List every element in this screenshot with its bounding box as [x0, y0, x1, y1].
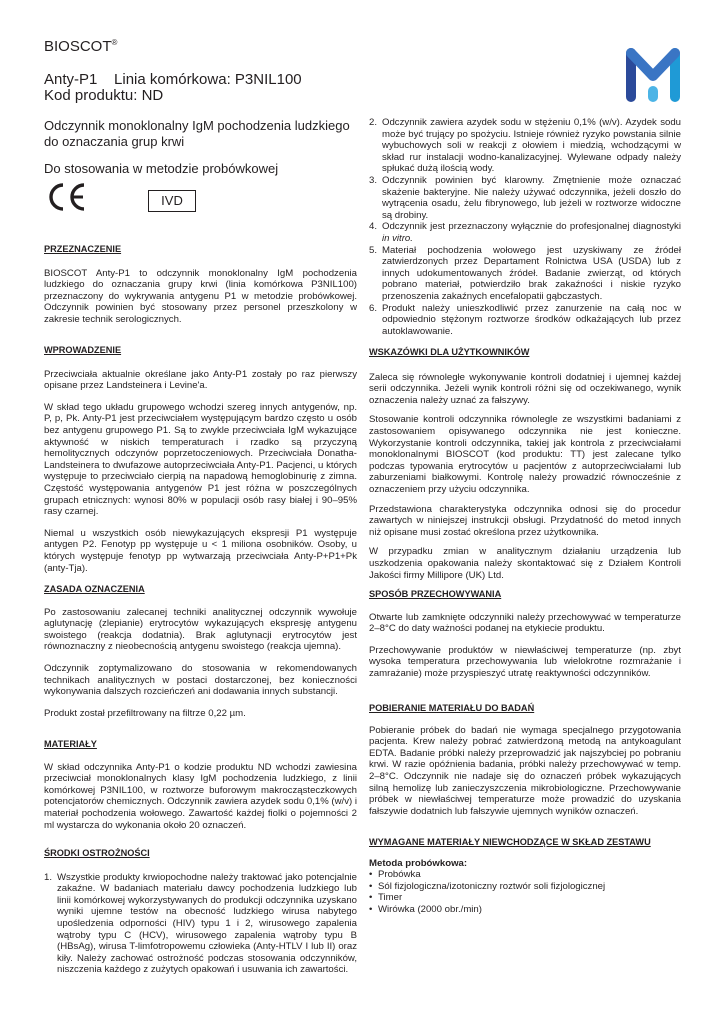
product-line: Anty-P1 Linia komórkowa: P3NIL100 [44, 71, 302, 88]
section-srodki-continued [369, 117, 681, 337]
paragraph: W skład tego układu grupowego wchodzi szereg innych antygenów, np. P, p, Pk. Anty-P1 jest przeciwciałem występującym bardzo często u osób bez antygenu grupowego P1. Są to zwykle przeciwciała IgM wykazujące aktywność w niskich temperaturach i rzadko są przyczyną hemolitycznych odczynów poprzetoczeniowych. Przeciwciała Donatha-Landsteinera to dwufazowe autoprzeciwciała Anty-P1. Pacjenci, u których występuje to przeciwciało cierpią na napadową hemoglobinurię z zimna. Częstość występowania antygenów P1 jest różna w poszczególnych grupach etnicznych: wynosi 80% w populacji osób rasy białej i 90–95% rasy czarnej. [44, 401, 357, 518]
subheading: Metoda probówkowa: [369, 857, 468, 869]
paragraph: Przedstawiona charakterystyka odczynnika odnosi się do procedur zawartych w niniejszej instrukcji obsługi. Przydatność do metod innych niż opisane musi zostać określona przez użytkownika. [369, 503, 681, 538]
product-description-1: Odczynnik monoklonalny IgM pochodzenia ludzkiego [44, 118, 350, 133]
section-przechowywanie [369, 589, 681, 680]
section-heading: WSKAZÓWKI DLA UŻYTKOWNIKÓW [369, 347, 530, 357]
ivd-badge: IVD [148, 190, 196, 212]
section-srodki-ostroznosci [44, 848, 357, 976]
paragraph: Przechowywanie produktów w niewłaściwej temperaturze (np. zbyt wysoka temperatura przechowywania lub wielokrotne rozmrażanie i zamrażanie) może przyspieszyć utratę reaktywności odczynników. [369, 644, 681, 679]
product-code: Kod produktu: ND [44, 87, 164, 104]
method-label: Do stosowania w metodzie probówkowej [44, 161, 279, 176]
paragraph: Stosowanie kontroli odczynnika równolegle ze wszystkimi badaniami z zastosowaniem opisywanego odczynnika nie jest konieczne. Wykorzystanie kontroli odczynnika, takiej jak kontrola z przeciwciałami monoklonalnymi BIOSCOT (kod produktu: TT) jest zalecane tylko podczas typowania erytrocytów u pacjentów z autoprzeciwciałami lub zaburzeniami białkowymi. Kontrolę należy prowadzić równocześnie z oznaczeniem przy użyciu odczynnika. [369, 414, 681, 495]
paragraph: Zaleca się równoległe wykonywanie kontroli dodatniej i ujemnej każdej serii odczynnika. Jeżeli wynik kontroli różni się od oczekiwanego, wynik oznaczenia należy uznać za fałszywy. [369, 371, 681, 406]
section-wprowadzenie [44, 345, 357, 574]
paragraph: Po zastosowaniu zalecanej techniki analitycznej odczynnik wywołuje aglutynację (zlepianie) erytrocytów wykazujących ekspresję antygenu swoistego (reakcja dodatnia). Brak aglutynacji erytrocytów jest równoznaczny z nieobecnością antygenu swoistego (reakcja ujemna). [44, 606, 357, 653]
section-przeznaczenie [44, 244, 357, 326]
section-heading: WYMAGANE MATERIAŁY NIEWCHODZĄCE W SKŁAD ZESTAWU [369, 837, 651, 847]
section-heading: POBIERANIE MATERIAŁU DO BADAŃ [369, 703, 535, 713]
product-description-2: do oznaczania grup krwi [44, 134, 185, 149]
list-item: 1. Wszystkie produkty krwiopochodne należy traktować jako potencjalnie zakaźne. W badaniach materiału dawcy pochodzenia ludzkiego lub linii komórkowej wykorzystywanych do produkcji odczynnika uzyskano wyniki ujemne testów na obecność ludzkiego wirusa nabytego upośledzenia odporności (HIV) typu 1 i 2, wirusowego zapalenia wątroby typu C (HCV), wirusowego zapalenia wątroby typu B (HBsAg), wirusa T-limfotropowemu człowieka (Anty-HTLV I lub II) oraz kiły. Należy zachować ostrożność podczas stosowania odczynników, niszczenia każdego z zużytych opakowań i usuwania ich zawartości. [44, 871, 357, 976]
list-item: • Probówka [369, 869, 681, 881]
list-item: • Timer [369, 892, 681, 904]
paragraph: Otwarte lub zamknięte odczynniki należy przechowywać w temperaturze 2–8°C do daty ważności podanej na etykiecie produktu. [369, 611, 681, 635]
list-item: 2. Odczynnik zawiera azydek sodu w stężeniu 0,1% (w/v). Azydek sodu może być trujący po spożyciu. Istnieje również ryzyko powstania silnie wybuchowych soli w reakcji z ołowiem i miedzią, wchodzącymi w skład rur instalacji wodno-kanalizacyjnej. Wylewane odpady należy spłukać dużą ilością wody. [369, 117, 681, 175]
paragraph: Produkt został przefiltrowany na filtrze 0,22 µm. [44, 707, 246, 719]
paragraph: W skład odczynnika Anty-P1 o kodzie produktu ND wchodzi zawiesina przeciwciał monoklonalnych klasy IgM pochodzenia ludzkiego, z linii komórkowej P3NIL100, w roztworze buforowym makrocząsteczkowych potencjatorów chemicznych. Odczynnik zawiera azydek sodu 0,1% (w/v) i materiał pochodzenia wołowego. Zawartość każdej fiolki o pojemności 2 ml wystarcza do wykonania około 20 oznaczeń. [44, 761, 357, 831]
section-pobieranie [369, 703, 681, 817]
list-item: 3. Odczynnik powinien być klarowny. Zmętnienie może oznaczać skażenie bakteryjne. Nie należy używać odczynnika, jeżeli doszło do wytrącenia osadu, żelu fibrynowego, lub jeżeli w roztworze widoczne są drobiny. [369, 174, 681, 221]
list-item: 4. Odczynnik jest przeznaczony wyłącznie do profesjonalnej diagnostyki in vitro. [369, 221, 681, 244]
section-heading: MATERIAŁY [44, 739, 97, 749]
list-item: • Wirówka (2000 obr./min) [369, 904, 681, 916]
section-wskazowki [369, 347, 681, 581]
list-item: 6. Produkt należy unieszkodliwić przez zanurzenie na całą noc w odpowiednio stężonym roztworze środków odkażających lub przez autoklawowanie. [369, 302, 681, 337]
section-materialy [44, 739, 357, 831]
section-wymagane-materialy [369, 837, 681, 916]
paragraph: Przeciwciała aktualnie określane jako Anty-P1 zostały po raz pierwszy opisane przez Landsteinera i Levine'a. [44, 368, 357, 392]
registered-mark: ® [111, 38, 118, 47]
paragraph: BIOSCOT Anty-P1 to odczynnik monoklonalny IgM pochodzenia ludzkiego do oznaczania grupy krwi (linia komórkowa P3NIL100) przeznaczony do wykrywania antygenu P1 w metodzie probówkowej. Odczynnik powinien być stosowany przez personel przeszkolony w zakresie technik serologicznych. [44, 267, 357, 325]
ce-mark-icon [44, 182, 88, 217]
merck-m-logo-icon [625, 44, 681, 109]
paragraph: Niemal u wszystkich osób niewykazujących ekspresji P1 występuje antygen P2. Fenotyp pp występuje u < 1 miliona osobników. Osoby, u których występuje fenotyp pp wytwarzają przeciwciała Anty-P+P1+Pk (anty-Tja). [44, 527, 357, 574]
paragraph: W przypadku zmian w analitycznym działaniu urządzenia lub uszkodzenia opakowania należy skontaktować się z Działem Kontroli Jakości firmy Millipore (UK) Ltd. [369, 546, 681, 581]
section-heading: ŚRODKI OSTROŻNOŚCI [44, 848, 150, 858]
section-heading: WPROWADZENIE [44, 345, 122, 355]
section-zasada-oznaczenia [44, 584, 357, 719]
section-heading: SPOSÓB PRZECHOWYWANIA [369, 589, 502, 599]
list-item: • Sól fizjologiczna/izotoniczny roztwór soli fizjologicznej [369, 881, 681, 893]
paragraph: Pobieranie próbek do badań nie wymaga specjalnego przygotowania pacjenta. Krew należy pobrać zatwierdzoną metodą na antykoagulant EDTA. Badanie próbki należy przeprowadzić jak najszybciej po pobraniu krwi. W razie opóźnienia badania, próbki należy przechowywać w temp. 2–8°C. Odczynnik nie nadaje się do oznaczeń próbek wykazujących silną hemolizę lub zanieczyszczenia mikrobiologiczne. Przechowywanie próbek w niewłaściwej temperaturze może prowadzić do uzyskania fałszywie dodatnich lub fałszywie ujemnych wyników oznaczeń. [369, 724, 681, 817]
section-heading: ZASADA OZNACZENIA [44, 584, 145, 594]
paragraph: Odczynnik zoptymalizowano do stosowania w rekomendowanych technikach analitycznych w postaci dostarczonej, bez konieczności wykonywania dalszych rozcieńczeń ani dodawania innych substancji. [44, 662, 357, 698]
section-heading: PRZEZNACZENIE [44, 244, 122, 254]
list-item: 5. Materiał pochodzenia wołowego jest uzyskiwany ze źródeł zatwierdzonych przez Departament Rolnictwa USA (USDA) lub z innych udokumentowanych źródeł. Badanie zwierząt, od których pobrano materiał, potwierdziło brak zakaźności i niskie ryzyko przenoszenia zakaźnych encefalopatii gąbczastych. [369, 244, 681, 302]
brand-name: BIOSCOT® [44, 38, 118, 55]
